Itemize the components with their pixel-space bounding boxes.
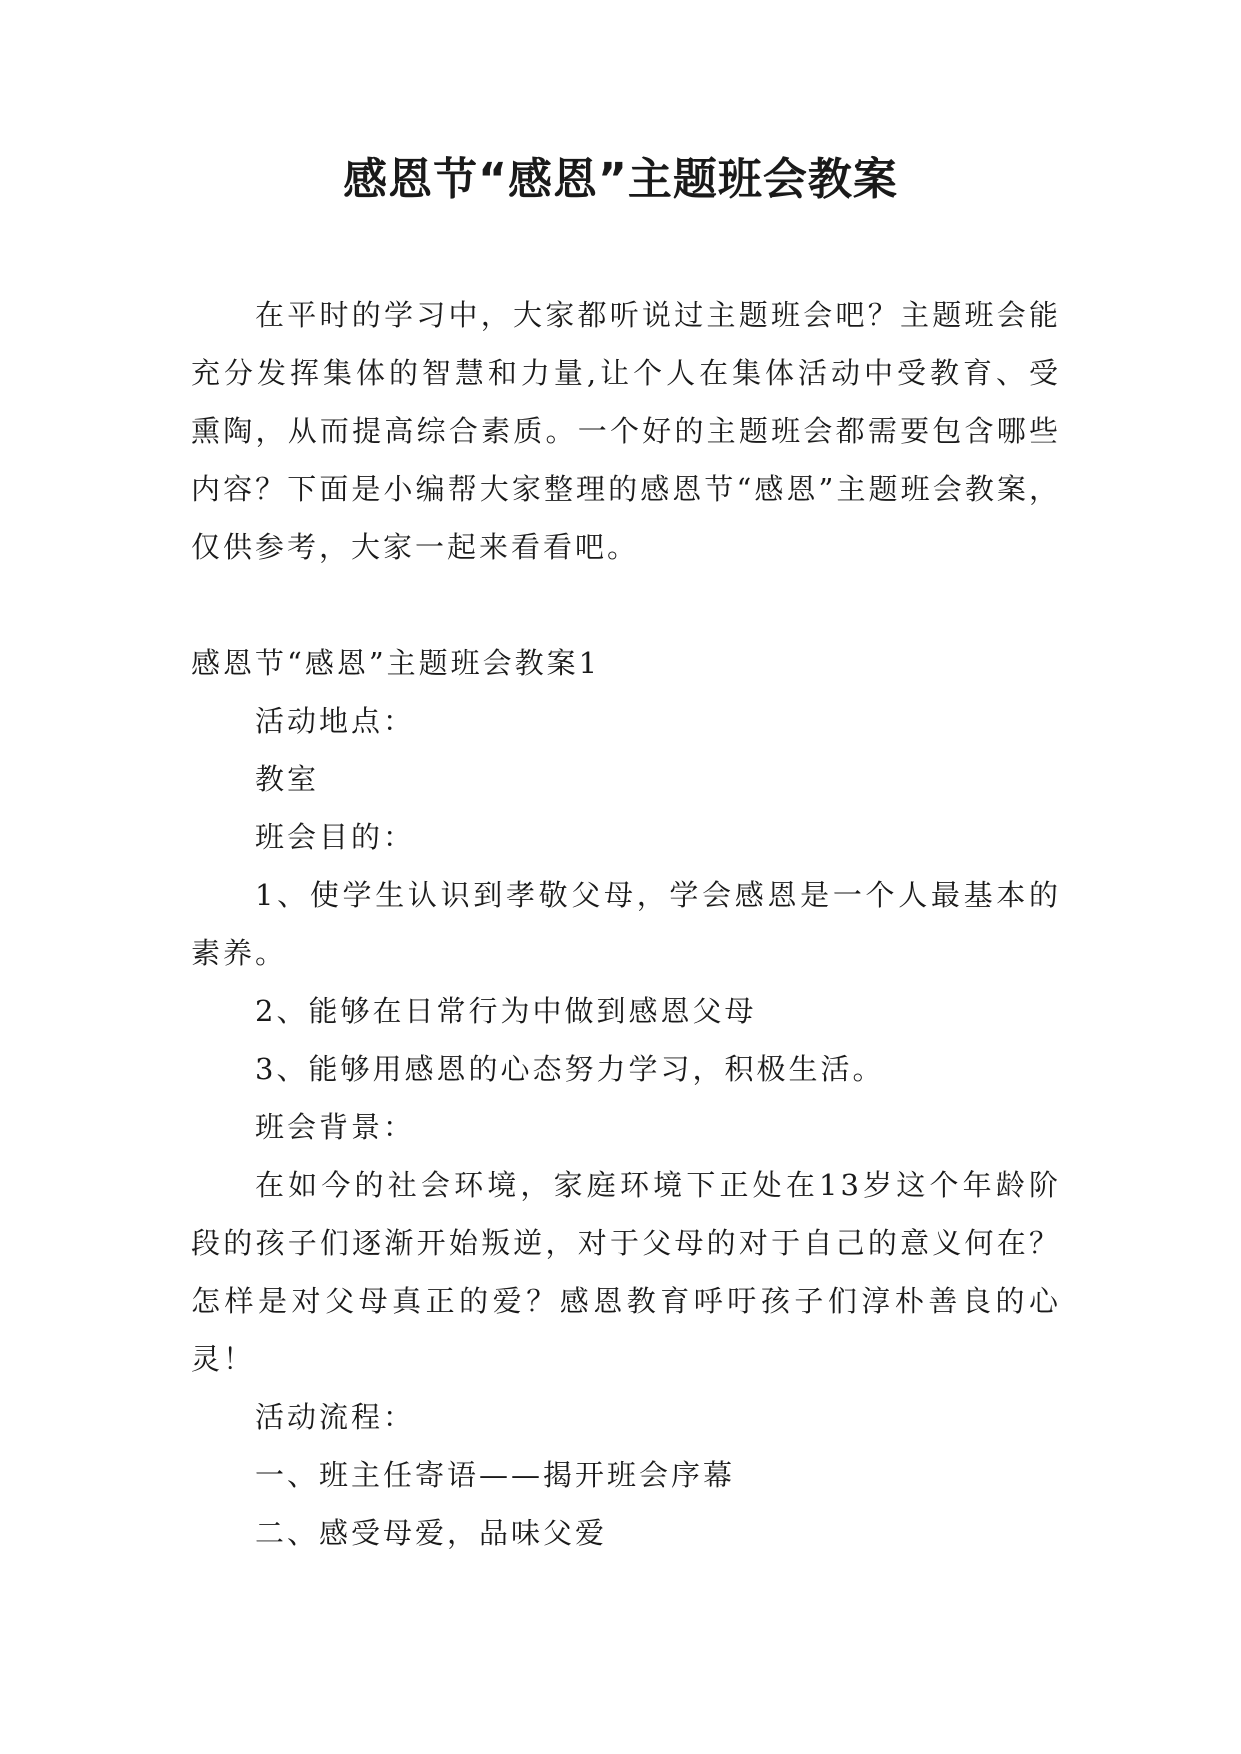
paragraph-process-label: 活动流程： bbox=[255, 1400, 416, 1434]
document-title: 感恩节“感恩”主题班会教案 bbox=[343, 154, 898, 205]
paragraph-background-label: 班会背景： bbox=[255, 1110, 416, 1144]
paragraph-purpose-1: 1、使学生认识到孝敬父母，学会感恩是一个人最基本的素养。 bbox=[191, 878, 1061, 970]
section-heading: 感恩节“感恩”主题班会教案1 bbox=[191, 646, 601, 680]
paragraph-purpose-label: 班会目的： bbox=[255, 820, 416, 854]
paragraph-purpose-2: 2、能够在日常行为中做到感恩父母 bbox=[255, 994, 757, 1028]
paragraph-process-step-2: 二、感受母爱，品味父爱 bbox=[255, 1516, 608, 1550]
paragraph-location-value: 教室 bbox=[255, 762, 320, 796]
paragraph-process-step-1: 一、班主任寄语——揭开班会序幕 bbox=[255, 1458, 736, 1492]
paragraph-purpose-3: 3、能够用感恩的心态努力学习，积极生活。 bbox=[255, 1052, 885, 1086]
intro-paragraph: 在平时的学习中，大家都听说过主题班会吧？主题班会能充分发挥集体的智慧和力量,让个人在集体活动中受教育、受熏陶，从而提高综合素质。一个好的主题班会都需要包含哪些内容？下面是小编帮大家整理的感恩节“感恩”主题班会教案，仅供参考，大家一起来看看吧。 bbox=[191, 298, 1061, 564]
paragraph-background-text: 在如今的社会环境，家庭环境下正处在13岁这个年龄阶段的孩子们逐渐开始叛逆，对于父母的对于自己的意义何在？怎样是对父母真正的爱？感恩教育呼吁孩子们淳朴善良的心灵！ bbox=[191, 1168, 1061, 1376]
paragraph-location-label: 活动地点： bbox=[255, 704, 416, 738]
document-body bbox=[191, 286, 1061, 1562]
